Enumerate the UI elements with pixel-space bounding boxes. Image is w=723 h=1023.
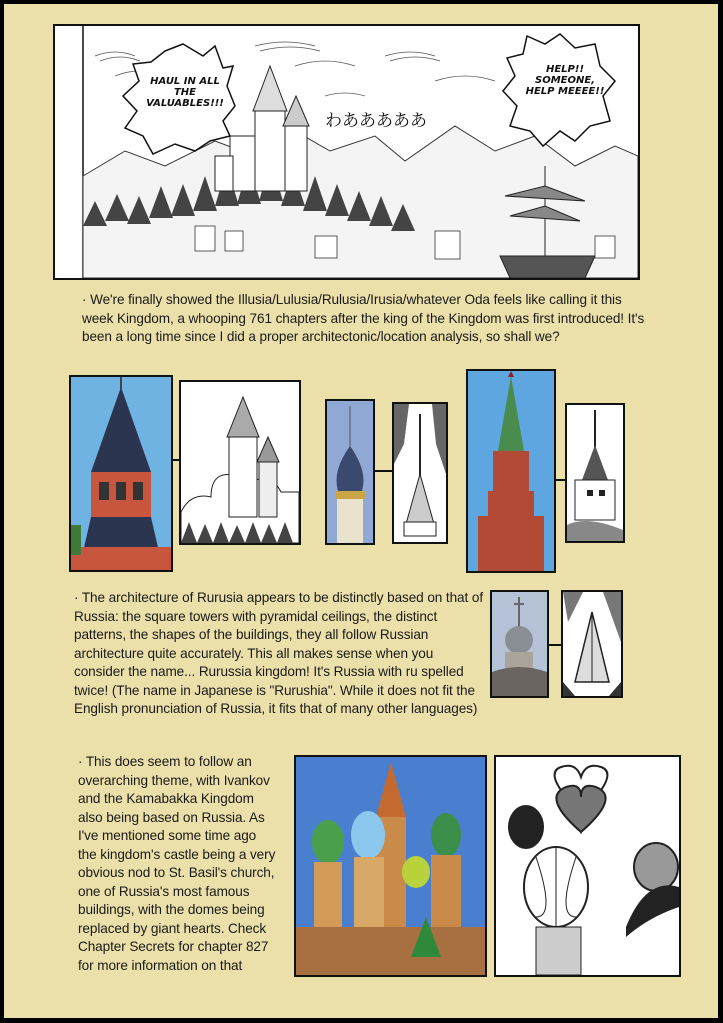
sound-effect-text: わあああああ (325, 111, 427, 131)
page (4, 4, 718, 1018)
manga-castle-tower (179, 380, 301, 545)
manga-panel-kingdom (53, 24, 640, 280)
manga-dome (561, 590, 623, 698)
paragraph-intro: · We're finally showed the Illusia/Lulusia/Rulusia/Irusia/whatever Oda feels like calling it this week Kingdom, a whooping 761 chapters after the king of the Kingdom was first introduced! It's been a long time since I did a proper architectonic/location analysis, so shall we? (82, 292, 645, 344)
paragraph-architecture: · The architecture of Rurusia appears to be distinctly based on that of Russia: the square towers with pyramidal ceilings, the distinct patterns, the shapes of the buildings, they all follow Russian architecture quite accurately. This all makes sense when you consider the name... Rurussia kingdom! It's Russia with ru spelled twice! (The name in Japanese is "Rurushia". While it does not fit the English pronunciation of Russia, it fits that of many other languages) (74, 590, 484, 716)
st-basils-cathedral-photo (294, 755, 487, 977)
manga-heart-domes (494, 755, 681, 977)
paragraph-st-basils: · This does seem to follow an overarching theme, with Ivankov and the Kamabakka Kingdom also being based on Russia. As I've mentioned some time ago the kingdom's castle being a very obvious nod to St. Basil's church, one of Russia's most famous buildings, with the domes being replaced by giant hearts. Check Chapter Secrets for chapter 827 for more information on that (78, 754, 276, 973)
spasskaya-tower-photo (466, 369, 556, 573)
manga-clock-tower (565, 403, 625, 543)
kremlin-tower-photo (69, 375, 173, 572)
speech-bubble-right: HELP!! SOMEONE, HELP MEEEE!! (525, 64, 605, 97)
church-dome-photo (490, 590, 549, 698)
manga-spire (392, 402, 448, 544)
onion-dome-photo (325, 399, 375, 545)
comparison-connector (549, 644, 561, 646)
comparison-connector (375, 470, 392, 472)
speech-bubble-left: HAUL IN ALL THE VALUABLES!!! (146, 76, 224, 109)
